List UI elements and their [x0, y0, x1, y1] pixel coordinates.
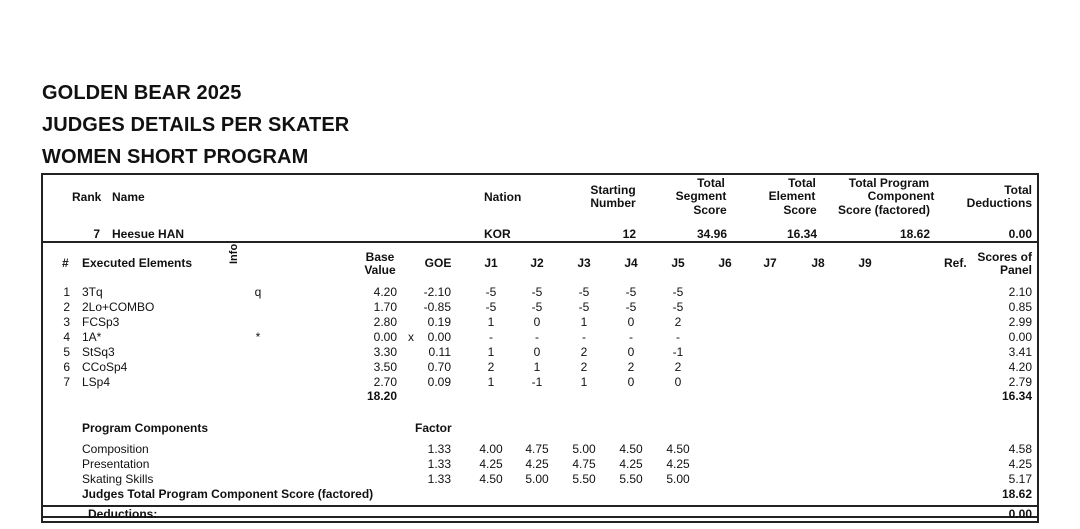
- skater-total-deductions: 0.00: [1008, 227, 1032, 241]
- col-total-deductions-2: Deductions: [966, 196, 1032, 210]
- col-base-value-1: Base: [365, 250, 395, 264]
- element-number: 1: [63, 285, 70, 299]
- element-goe: 0.70: [427, 360, 451, 374]
- element-judge-score: -: [535, 330, 539, 344]
- col-j3: J3: [577, 256, 591, 270]
- element-number: 6: [63, 360, 70, 374]
- component-judge-score: 5.00: [666, 472, 690, 486]
- col-starting-number-1: Starting: [590, 183, 636, 197]
- element-base-value: 2.80: [373, 315, 397, 329]
- component-judge-score: 4.75: [572, 457, 596, 471]
- element-judge-score: 0: [627, 345, 635, 359]
- col-total-segment-3: Score: [693, 203, 727, 217]
- element-judge-score: 0: [674, 375, 682, 389]
- element-judge-score: -: [676, 330, 680, 344]
- component-judge-score: 4.25: [619, 457, 643, 471]
- element-name: FCSp3: [82, 315, 120, 329]
- col-name: Name: [112, 190, 145, 204]
- component-panel-score: 4.58: [1008, 442, 1032, 456]
- component-factor: 1.33: [427, 442, 451, 456]
- element-base-value: 2.70: [373, 375, 397, 389]
- component-judge-score: 5.50: [572, 472, 596, 486]
- pcs-total-label: Judges Total Program Component Score (factored): [82, 487, 374, 501]
- element-judge-score: -: [582, 330, 586, 344]
- elements-base-total: 18.20: [366, 389, 397, 403]
- component-panel-score: 4.25: [1008, 457, 1032, 471]
- component-judge-score: 5.00: [525, 472, 549, 486]
- element-panel-score: 2.99: [1008, 315, 1032, 329]
- component-judge-score: 4.00: [479, 442, 503, 456]
- col-j7: J7: [763, 256, 777, 270]
- component-judge-score: 4.25: [479, 457, 503, 471]
- col-total-element-2: Element: [768, 189, 816, 203]
- element-judge-score: 2: [674, 360, 682, 374]
- skater-total-segment: 34.96: [696, 227, 727, 241]
- col-starting-number-2: Number: [590, 196, 636, 210]
- deductions-label: Deductions:: [88, 507, 158, 521]
- element-goe: -2.10: [423, 285, 451, 299]
- col-rank: Rank: [72, 190, 102, 204]
- element-judge-score: -: [489, 330, 493, 344]
- element-judge-score: -1: [672, 345, 684, 359]
- component-name: Composition: [82, 442, 149, 456]
- element-base-value: 0.00: [373, 330, 397, 344]
- component-panel-score: 5.17: [1008, 472, 1032, 486]
- element-name: 2Lo+COMBO: [82, 300, 155, 314]
- col-factor: Factor: [415, 421, 452, 435]
- element-base-value: 3.50: [373, 360, 397, 374]
- element-panel-score: 2.10: [1008, 285, 1032, 299]
- element-name: 3Tq: [82, 285, 103, 299]
- element-name: StSq3: [82, 345, 115, 359]
- skater-starting-number: 12: [622, 227, 636, 241]
- skater-name: Heesue HAN: [112, 227, 185, 241]
- element-info: q: [254, 285, 262, 299]
- col-total-pcs-2: Component: [867, 189, 935, 203]
- element-judge-score: 2: [580, 345, 588, 359]
- element-judge-score: 1: [580, 375, 588, 389]
- element-goe: 0.09: [427, 375, 451, 389]
- element-name: 1A*: [82, 330, 102, 344]
- component-judge-score: 4.50: [479, 472, 503, 486]
- element-judge-score: -5: [578, 300, 590, 314]
- component-judge-score: 4.25: [525, 457, 549, 471]
- col-total-element-1: Total: [788, 176, 816, 190]
- element-goe: -0.85: [423, 300, 451, 314]
- element-judge-score: 1: [487, 315, 495, 329]
- element-judge-score: 0: [533, 315, 541, 329]
- component-factor: 1.33: [427, 472, 451, 486]
- segment-title: WOMEN SHORT PROGRAM: [42, 146, 309, 168]
- element-panel-score: 3.41: [1008, 345, 1032, 359]
- element-judge-score: -: [629, 330, 633, 344]
- program-components-title: Program Components: [82, 421, 209, 435]
- element-judge-score: -5: [672, 285, 684, 299]
- element-number: 7: [63, 375, 70, 389]
- component-factor: 1.33: [427, 457, 451, 471]
- element-judge-score: -5: [531, 300, 543, 314]
- col-nation: Nation: [484, 190, 522, 204]
- element-judge-score: 1: [533, 360, 541, 374]
- element-base-value: 4.20: [373, 285, 397, 299]
- element-number: 2: [63, 300, 70, 314]
- col-executed-elements: Executed Elements: [82, 256, 193, 270]
- deductions-box: [41, 505, 1039, 523]
- element-judge-score: 1: [487, 375, 495, 389]
- skater-total-pcs: 18.62: [899, 227, 930, 241]
- col-j4: J4: [624, 256, 638, 270]
- col-scores-of-panel-2: Panel: [999, 263, 1032, 277]
- component-judge-score: 5.50: [619, 472, 643, 486]
- element-goe: 0.19: [427, 315, 451, 329]
- element-judge-score: 0: [533, 345, 541, 359]
- element-number: 3: [63, 315, 70, 329]
- col-j2: J2: [530, 256, 544, 270]
- element-judge-score: -5: [625, 285, 637, 299]
- col-total-pcs-3: Score (factored): [837, 203, 931, 217]
- skater-rank: 7: [93, 227, 100, 241]
- element-panel-score: 0.00: [1008, 330, 1032, 344]
- element-judge-score: 2: [580, 360, 588, 374]
- event-title: GOLDEN BEAR 2025: [42, 82, 242, 104]
- element-name: LSp4: [82, 375, 111, 389]
- col-total-segment-1: Total: [697, 176, 725, 190]
- col-j6: J6: [718, 256, 732, 270]
- row-divider: [43, 241, 1037, 243]
- deductions-value: 0.00: [1008, 507, 1032, 521]
- col-total-element-3: Score: [783, 203, 817, 217]
- element-base-value: 1.70: [373, 300, 397, 314]
- element-info: *: [255, 330, 261, 344]
- component-name: Skating Skills: [82, 472, 154, 486]
- col-total-segment-2: Segment: [675, 189, 727, 203]
- element-judge-score: -5: [672, 300, 684, 314]
- col-j9: J9: [858, 256, 872, 270]
- skater-nation: KOR: [484, 227, 511, 241]
- col-element-number: #: [62, 256, 69, 270]
- col-total-deductions-1: Total: [1004, 183, 1032, 197]
- pcs-total-value: 18.62: [1001, 487, 1032, 501]
- elements-score-total: 16.34: [1001, 389, 1032, 403]
- col-goe: GOE: [424, 256, 452, 270]
- element-judge-score: -5: [531, 285, 543, 299]
- component-name: Presentation: [82, 457, 150, 471]
- element-judge-score: 2: [487, 360, 495, 374]
- element-panel-score: 2.79: [1008, 375, 1032, 389]
- element-judge-score: -5: [578, 285, 590, 299]
- element-judge-score: -5: [625, 300, 637, 314]
- element-judge-score: 0: [627, 315, 635, 329]
- col-ref: Ref.: [944, 256, 967, 270]
- element-goe: 0.00: [427, 330, 451, 344]
- element-judge-score: 2: [674, 315, 682, 329]
- skater-total-element: 16.34: [786, 227, 817, 241]
- component-judge-score: 4.50: [619, 442, 643, 456]
- report-title: JUDGES DETAILS PER SKATER: [42, 114, 350, 136]
- element-judge-score: 2: [627, 360, 635, 374]
- element-judge-score: 0: [627, 375, 635, 389]
- element-judge-score: 1: [487, 345, 495, 359]
- element-number: 5: [63, 345, 70, 359]
- element-goe: 0.11: [428, 345, 451, 359]
- element-number: 4: [63, 330, 70, 344]
- component-judge-score: 4.75: [525, 442, 549, 456]
- element-name: CCoSp4: [82, 360, 128, 374]
- col-total-pcs-1: Total Program: [848, 176, 930, 190]
- element-judge-score: -5: [485, 285, 497, 299]
- col-info: Info: [228, 243, 240, 264]
- element-judge-score: 1: [580, 315, 588, 329]
- element-base-value: 3.30: [373, 345, 397, 359]
- component-judge-score: 5.00: [572, 442, 596, 456]
- component-judge-score: 4.25: [666, 457, 690, 471]
- element-panel-score: 0.85: [1008, 300, 1032, 314]
- element-panel-score: 4.20: [1008, 360, 1032, 374]
- col-base-value-2: Value: [364, 263, 396, 277]
- col-j8: J8: [811, 256, 825, 270]
- col-scores-of-panel-1: Scores of: [977, 250, 1032, 264]
- element-judge-score: -1: [531, 375, 543, 389]
- component-judge-score: 4.50: [666, 442, 690, 456]
- col-j5: J5: [671, 256, 685, 270]
- col-j1: J1: [484, 256, 498, 270]
- element-late-marker: x: [408, 330, 414, 344]
- element-judge-score: -5: [485, 300, 497, 314]
